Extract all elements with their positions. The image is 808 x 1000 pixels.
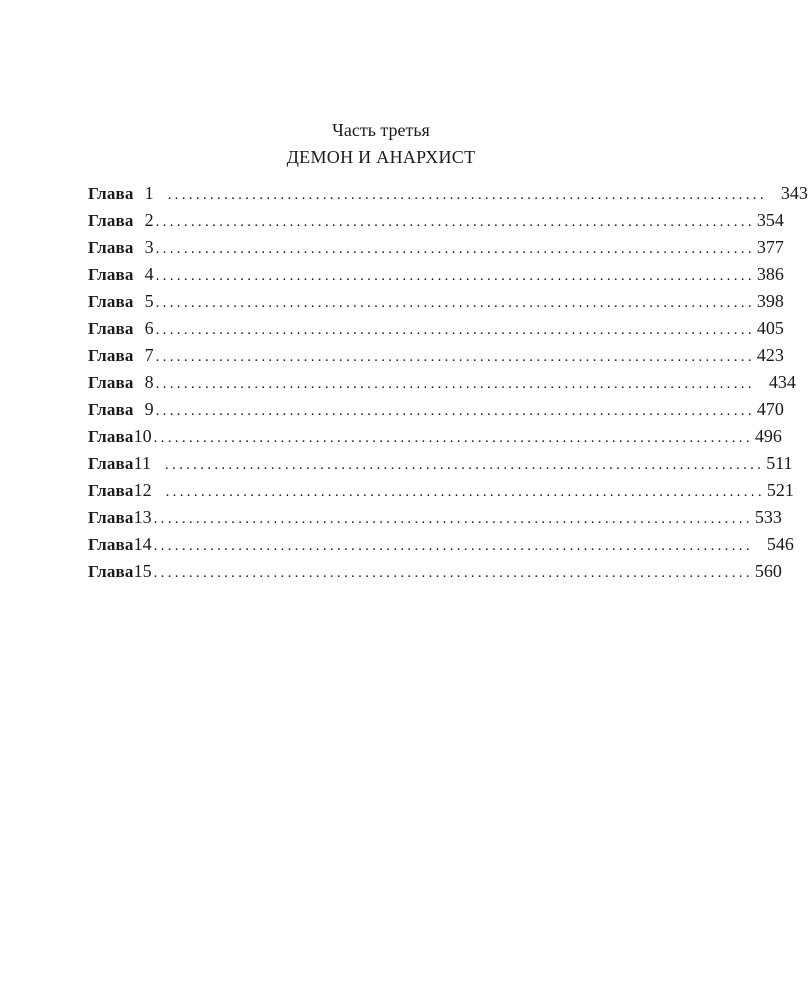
toc-chapter-number: 11 <box>133 453 151 473</box>
toc-dot-leader: ..................................................................................... <box>155 376 755 392</box>
toc-chapter-number: 14 <box>133 534 152 554</box>
toc-entry[interactable] <box>88 289 784 316</box>
toc-page-number: 546 <box>753 532 794 556</box>
toc-entry[interactable] <box>88 181 808 208</box>
toc-chapter-number: 1 <box>144 183 154 203</box>
toc-chapter-word: Глава <box>88 292 134 311</box>
toc-page-number: 398 <box>756 291 784 311</box>
toc-page-number: 354 <box>756 210 784 230</box>
toc-chapter-word: Глава <box>88 400 134 419</box>
toc-dot-leader: ..................................................................................... <box>153 511 753 527</box>
toc-chapter-number: 3 <box>144 237 154 257</box>
toc-dot-leader: ..................................................................................... <box>155 295 755 311</box>
toc-chapter-word: Глава <box>88 211 134 230</box>
toc-chapter-word: Глава <box>88 319 134 338</box>
toc-dot-leader: ..................................................................................... <box>153 538 753 554</box>
toc-entry[interactable] <box>88 262 784 289</box>
toc-entry[interactable] <box>88 451 793 478</box>
toc-dot-leader: ..................................................................................... <box>165 484 765 500</box>
toc-chapter-number: 2 <box>144 210 154 230</box>
toc-dot-leader: ..................................................................................... <box>153 430 753 446</box>
toc-entry[interactable] <box>88 397 784 424</box>
toc-chapter-word: Глава <box>88 481 134 500</box>
toc-chapter-number: 13 <box>133 507 152 527</box>
toc-page-number: 377 <box>756 237 784 257</box>
toc-dot-leader: ..................................................................................... <box>155 241 755 257</box>
toc-chapter-number: 12 <box>133 480 152 500</box>
toc-chapter-number: 9 <box>144 399 154 419</box>
toc-chapter-number: 6 <box>144 318 154 338</box>
toc-chapter-word: Глава <box>88 238 134 257</box>
toc-dot-leader: ..................................................................................... <box>153 565 753 581</box>
toc-entry[interactable] <box>88 370 796 397</box>
toc-dot-leader: ..................................................................................... <box>155 214 755 230</box>
toc-entry[interactable] <box>88 208 784 235</box>
toc-dot-leader: ..................................................................................... <box>155 268 755 284</box>
toc-entry[interactable] <box>88 532 794 559</box>
toc-chapter-word: Глава <box>88 508 134 527</box>
table-of-contents <box>88 181 808 586</box>
toc-chapter-number: 4 <box>144 264 154 284</box>
toc-dot-leader: ..................................................................................... <box>155 349 755 365</box>
toc-chapter-word: Глава <box>88 562 134 581</box>
part-title: ДЕМОН И АНАРХИСТ <box>286 147 476 167</box>
toc-chapter-word: Глава <box>88 346 134 365</box>
toc-entry[interactable] <box>88 424 782 451</box>
toc-page-number: 533 <box>754 507 782 527</box>
toc-chapter-word: Глава <box>88 184 134 203</box>
toc-page-number: 496 <box>754 426 782 446</box>
toc-page-number: 511 <box>766 453 793 473</box>
toc-page-number: 386 <box>756 264 784 284</box>
toc-chapter-number: 7 <box>144 345 154 365</box>
toc-chapter-number: 5 <box>144 291 154 311</box>
toc-chapter-number: 10 <box>133 426 152 446</box>
toc-chapter-word: Глава <box>88 454 134 473</box>
toc-entry[interactable] <box>88 316 784 343</box>
toc-chapter-word: Глава <box>88 373 134 392</box>
toc-page-number: 405 <box>756 318 784 338</box>
toc-chapter-word: Глава <box>88 535 134 554</box>
toc-chapter-word: Глава <box>88 265 134 284</box>
toc-entry[interactable] <box>88 343 784 370</box>
toc-dot-leader: ..................................................................................... <box>167 187 767 203</box>
toc-dot-leader: ..................................................................................... <box>155 322 755 338</box>
toc-page-number: 343 <box>767 181 808 205</box>
toc-entry[interactable] <box>88 559 782 586</box>
toc-page-number: 521 <box>766 480 794 500</box>
toc-entry[interactable] <box>88 505 782 532</box>
toc-page-number: 470 <box>756 399 784 419</box>
toc-entry[interactable] <box>88 478 794 505</box>
toc-chapter-number: 15 <box>133 561 152 581</box>
toc-chapter-number: 8 <box>144 372 154 392</box>
part-label: Часть третья <box>332 120 430 140</box>
toc-page-number: 434 <box>755 370 796 394</box>
toc-page-number: 560 <box>754 561 782 581</box>
toc-chapter-word: Глава <box>88 427 134 446</box>
toc-dot-leader: ..................................................................................... <box>164 457 765 473</box>
toc-entry[interactable] <box>88 235 784 262</box>
toc-page-number: 423 <box>756 345 784 365</box>
toc-dot-leader: ..................................................................................... <box>155 403 755 419</box>
